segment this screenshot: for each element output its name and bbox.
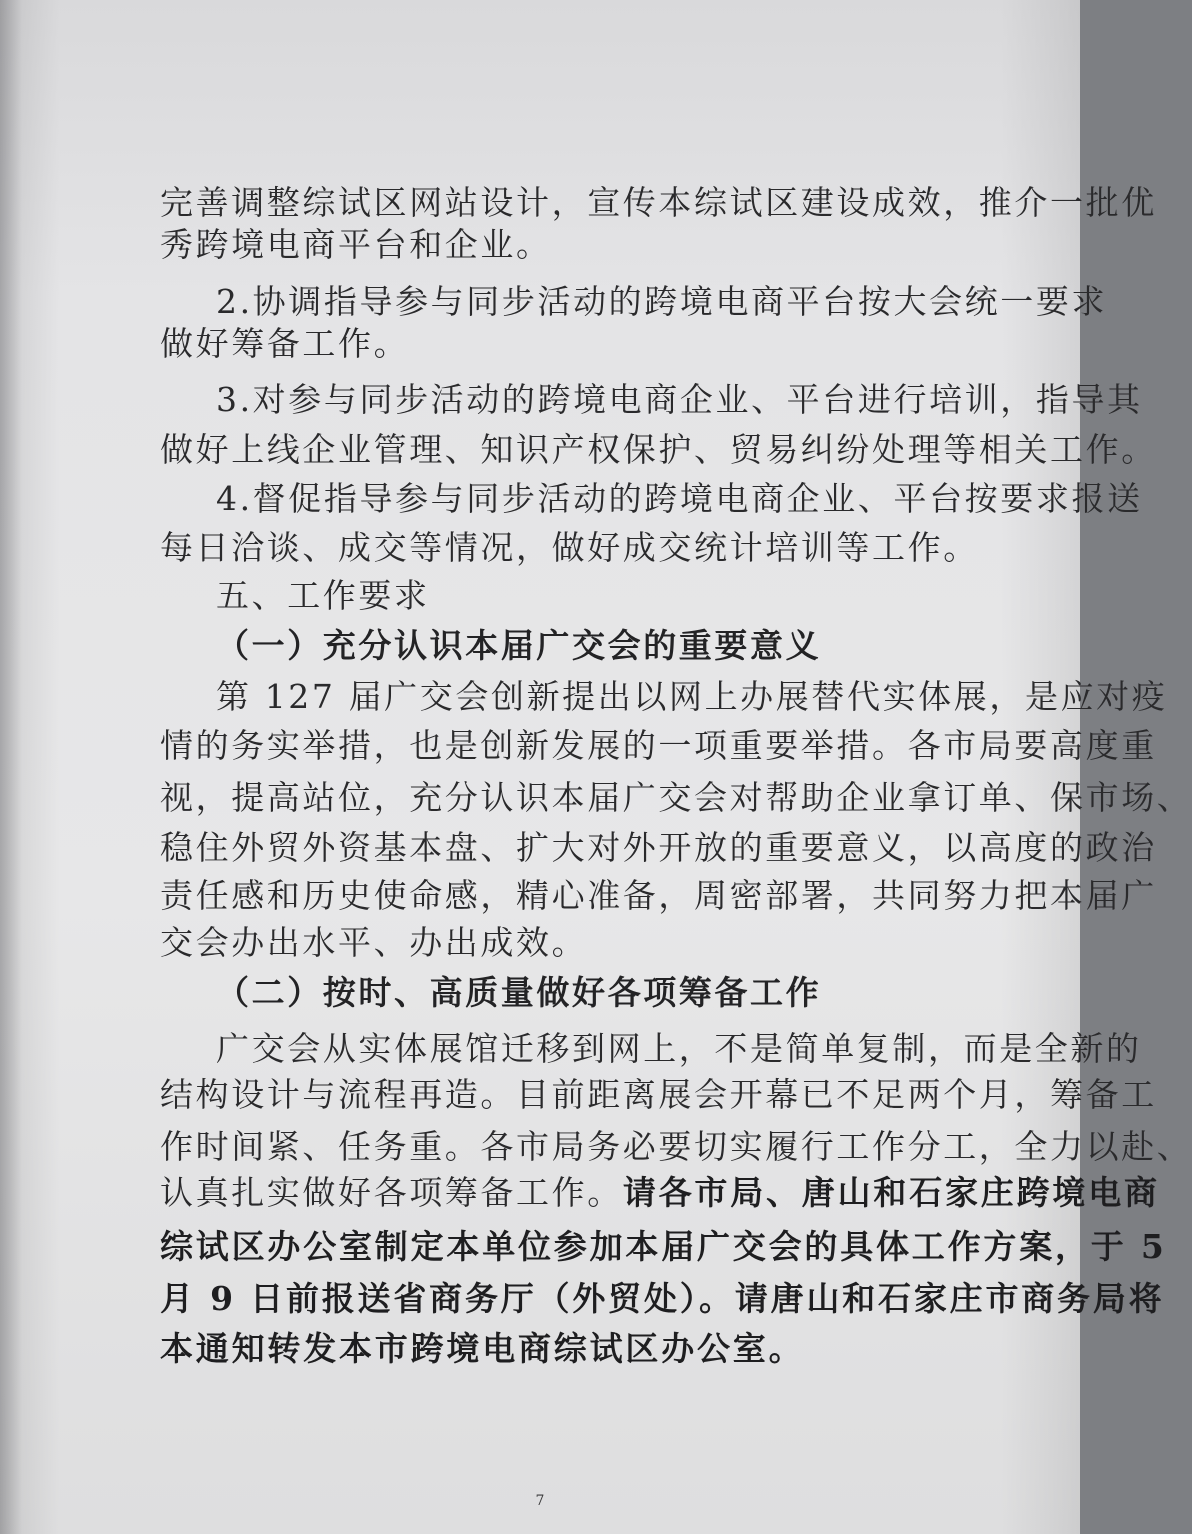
paragraph-1-line: 稳住外贸外资基本盘、扩大对外开放的重要意义，以高度的政治 — [160, 828, 1157, 867]
text-line: 做好上线企业管理、知识产权保护、贸易纠纷处理等相关工作。 — [160, 430, 1157, 469]
text-line: 做好筹备工作。 — [160, 324, 410, 363]
emphasis-line: 月 9 日前报送省商务厅（外贸处）。请唐山和石家庄市商务局将 — [160, 1279, 1165, 1318]
paragraph-1-line: 视，提高站位，充分认识本届广交会对帮助企业拿订单、保市场、 — [160, 778, 1192, 817]
paragraph-1-line: 交会办出水平、办出成效。 — [160, 923, 588, 962]
list-item-4: 4.督促指导参与同步活动的跨境电商企业、平台按要求报送 — [216, 479, 1143, 518]
paragraph-1-line: 情的务实举措，也是创新发展的一项重要举措。各市局要高度重 — [160, 726, 1157, 765]
text-line: 秀跨境电商平台和企业。 — [160, 225, 552, 264]
paragraph-2-line: 结构设计与流程再造。目前距离展会开幕已不足两个月，筹备工 — [160, 1075, 1157, 1114]
subsection-heading-1: （一）充分认识本届广交会的重要意义 — [216, 626, 822, 665]
emphasis-text: 请各市局、唐山和石家庄跨境电商 — [622, 1173, 1160, 1212]
paragraph-1-line: 责任感和历史使命感，精心准备，周密部署，共同努力把本届广 — [160, 876, 1157, 915]
plain-text: 认真扎实做好各项筹备工作。 — [160, 1173, 623, 1212]
page-number: 7 — [535, 1493, 545, 1509]
emphasis-line: 综试区办公室制定本单位参加本届广交会的具体工作方案，于 5 — [160, 1227, 1167, 1266]
emphasis-line: 本通知转发本市跨境电商综试区办公室。 — [160, 1329, 805, 1368]
paragraph-1-line: 第 127 届广交会创新提出以网上办展替代实体展，是应对疫 — [216, 677, 1168, 716]
text-line: 完善调整综试区网站设计，宣传本综试区建设成效，推介一批优 — [160, 183, 1157, 222]
paragraph-2-line-mixed — [160, 1167, 1160, 1219]
subsection-heading-2: （二）按时、高质量做好各项筹备工作 — [216, 973, 822, 1012]
paragraph-2-line: 作时间紧、任务重。各市局务必要切实履行工作分工，全力以赴、 — [160, 1127, 1192, 1166]
text-line: 每日洽谈、成交等情况，做好成交统计培训等工作。 — [160, 528, 979, 567]
list-item-2: 2.协调指导参与同步活动的跨境电商平台按大会统一要求 — [216, 282, 1108, 321]
paragraph-2-line: 广交会从实体展馆迁移到网上，不是简单复制，而是全新的 — [216, 1029, 1142, 1068]
list-item-3: 3.对参与同步活动的跨境电商企业、平台进行培训，指导其 — [216, 380, 1143, 419]
section-heading: 五、工作要求 — [216, 576, 430, 615]
